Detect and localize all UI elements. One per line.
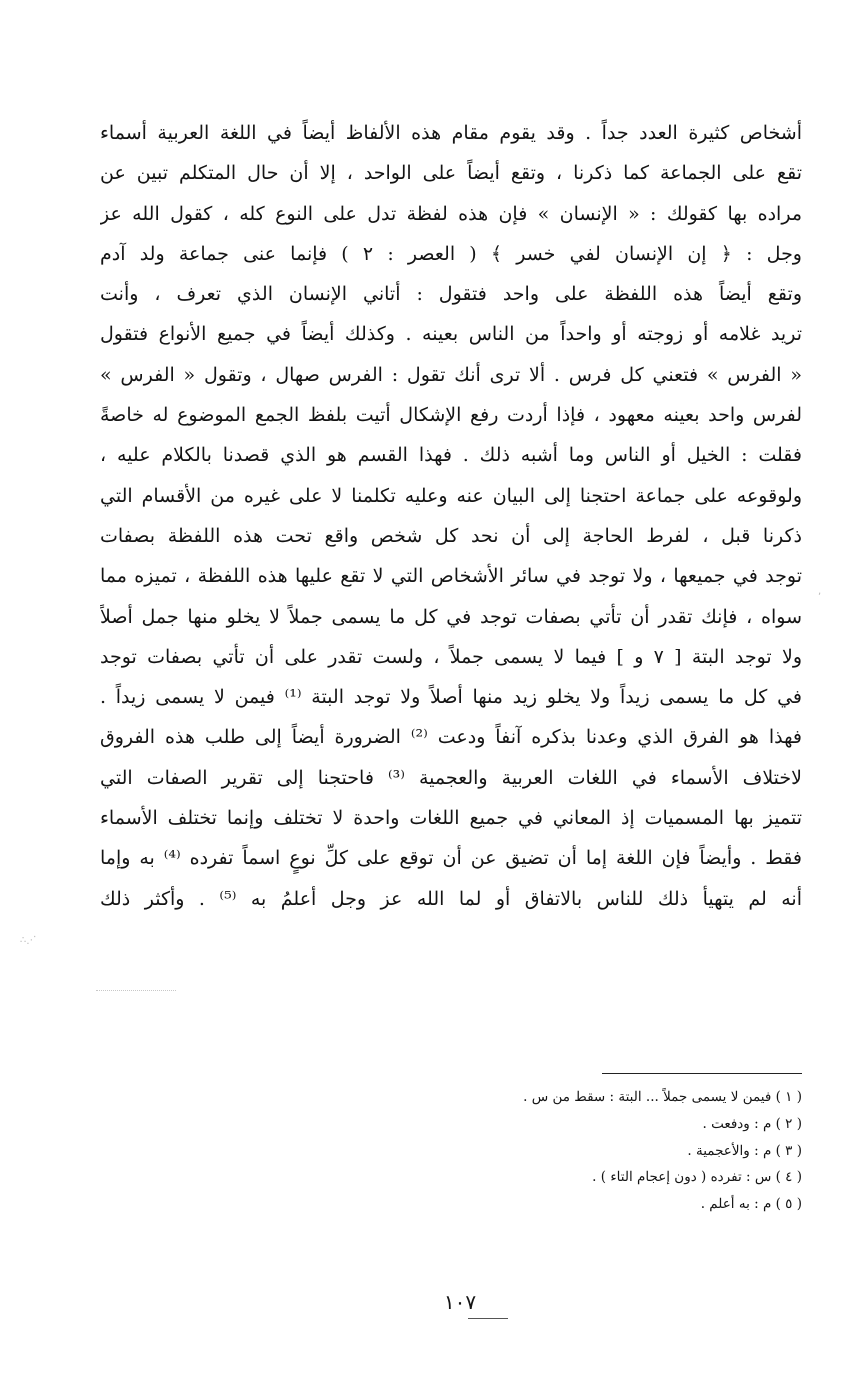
text-line: فهذا هو الفرق الذي وعدنا بذكره آنفاً ودعت ⁽²⁾ الضرورة أيضاً إلى طلب هذه الفروق [100,726,802,749]
footnotes [242,1084,802,1218]
footnote: ( ٥ ) م : به أعلم . [700,1196,802,1213]
text-line: تقع على الجماعة كما ذكرنا ، وتقع أيضاً على الواحد ، إلا أن حال المتكلم تبين عن [100,162,802,185]
text-line: ولا توجد البتة [ ٧ و ] فيما لا يسمى جملاً ، ولست تقدر على أن تأتي بصفات توجد [100,645,802,668]
text-line: فقط . وأيضاً فإن اللغة إما أن تضيق عن أن توقع على كلِّ نوعٍ اسماً تفرده ⁽⁴⁾ به وإما [100,847,802,870]
footnote: ( ٣ ) م : والأعجمية . [687,1142,802,1159]
scan-speck [96,990,176,991]
footnote: ( ٢ ) م : ودفعت . [702,1115,802,1132]
text-line: فقلت : الخيل أو الناس وما أشبه ذلك . فهذا القسم هو الذي قصدنا بالكلام عليه ، [100,444,802,467]
footnote: ( ١ ) فيمن لا يسمى جملاً ... البتة : سقط من س . [523,1089,802,1105]
text-line: تتميز بها المسميات إذ المعاني في جميع اللغات واحدة لا تختلف وإنما تختلف الأسماء [100,807,802,830]
text-line: ذكرنا قبل ، لفرط الحاجة إلى أن نحد كل شخص واقع تحت هذه اللفظة بصفات [100,524,802,547]
text-line: أنه لم يتهيأ ذلك للناس بالاتفاق أو لما الله عز وجل أعلمُ به ⁽⁵⁾ . وأكثر ذلك [100,887,802,910]
scan-speck: , [818,586,822,597]
text-line: لفرس واحد بعينه معهود ، فإذا أردت رفع الإشكال أتيت بلفظ الجمع الموضوع له خاصةً [100,404,802,427]
text-line: لاختلاف الأسماء في اللغات العربية والعجمية ⁽³⁾ فاحتجنا إلى تقرير الصفات التي [100,766,802,789]
footnote: ( ٤ ) س : تفرده ( دون إعجام التاء ) . [592,1169,802,1186]
scan-speck: ∴⋰ [20,935,37,946]
text-line: وجل : ﴿ إن الإنسان لفي خسر ﴾ ( العصر : ٢ ) فإنما عنى جماعة ولد آدم [100,242,802,265]
footnote-separator [602,1073,802,1074]
text-line: أشخاص كثيرة العدد جداً . وقد يقوم مقام هذه الألفاظ أيضاً في اللغة العربية أسماء [100,122,802,144]
page-number-underline [468,1318,508,1319]
text-line: ولوقوعه على جماعة احتجنا إلى البيان عنه وعليه تكلمنا لا على غيره من الأقسام التي [100,484,802,507]
main-text [100,113,802,919]
text-line: « الفرس » فتعني كل فرس . ألا ترى أنك تقول : الفرس صهال ، وتقول « الفرس » [100,363,802,386]
text-line: مراده بها كقولك : « الإنسان » فإن هذه لفظة تدل على النوع كله ، كقول الله عز [100,202,802,225]
text-line: في كل ما يسمى زيداً ولا يخلو زيد منها أصلاً ولا توجد البتة ⁽¹⁾ فيمن لا يسمى زيداً . [100,686,802,709]
text-line: تريد غلامه أو زوجته أو واحداً من الناس بعينه . وكذلك أيضاً في جميع الأنواع فتقول [100,323,802,346]
text-line: وتقع أيضاً هذه اللفظة على واحد فتقول : أتاني الإنسان الذي تعرف ، وأنت [100,283,802,306]
text-line: توجد في جميعها ، ولا توجد في سائر الأشخاص التي لا تقع عليها هذه اللفظة ، تميزه مما [100,565,802,588]
text-line: سواه ، فإنك تقدر أن تأتي بصفات توجد في كل ما يسمى جملاً لا يخلو منها جمل أصلاً [100,605,802,628]
page-number: ١٠٧ [443,1290,477,1314]
